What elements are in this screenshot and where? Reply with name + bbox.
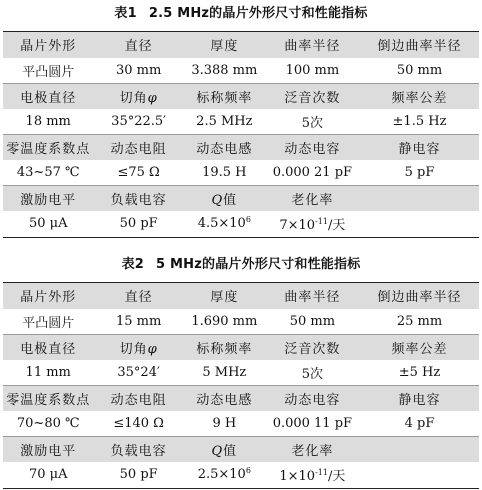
header-cell: 激励电平 [3,437,93,463]
value-cell: 70 μA [3,462,93,488]
header-cell: 曲率半径 [265,32,360,58]
value-cell: 35°24′ [93,360,183,386]
header-cell: Q值 [184,186,265,212]
header-row [3,134,479,160]
value-row [3,309,479,335]
header-cell: 动态电阻 [93,134,183,160]
value-cell: 30 mm [93,58,183,84]
header-cell: 曲率半径 [265,283,360,309]
header-cell: Q值 [184,437,265,463]
header-cell: 负载电容 [93,186,183,212]
value-cell: 18 mm [3,109,93,135]
header-cell: 频率公差 [360,83,479,109]
value-row [3,109,479,135]
header-cell: 晶片外形 [3,283,93,309]
value-cell: 5 pF [360,160,479,186]
header-cell: 动态电感 [184,134,265,160]
value-cell: 2.5 MHz [184,109,265,135]
header-row [3,83,479,109]
value-cell: 9 H [184,411,265,437]
value-cell: ±5 Hz [360,360,479,386]
header-cell: 厚度 [184,283,265,309]
header-cell: 老化率 [265,437,360,463]
value-cell: 0.000 21 pF [265,160,360,186]
header-cell: 动态电容 [265,385,360,411]
value-row [3,360,479,386]
table1-title: 2.5 MHz的晶片外形尺寸和性能指标 [148,6,368,21]
value-cell: $4.5\times 10^6$ [184,211,265,237]
value-cell: 5 MHz [184,360,265,386]
header-cell: 直径 [93,283,183,309]
header-cell: 直径 [93,32,183,58]
value-cell: 5次 [265,109,360,135]
value-row [3,411,479,437]
table1-grid [3,32,479,237]
header-cell: 动态电感 [184,385,265,411]
value-row [3,160,479,186]
header-cell: 切角φ [93,334,183,360]
value-cell: 50 pF [93,211,183,237]
table2-caption [0,255,482,275]
value-cell: $2.5\times 10^6$ [184,462,265,488]
header-cell: 泛音次数 [265,83,360,109]
header-cell: 切角φ [93,83,183,109]
header-cell: 标称频率 [184,83,265,109]
value-cell [360,462,479,488]
header-cell: 倒边曲率半径 [360,32,479,58]
value-cell [360,211,479,237]
value-cell: 19.5 H [184,160,265,186]
table2-title: 5 MHz的晶片外形尺寸和性能指标 [156,257,361,272]
header-cell: 倒边曲率半径 [360,283,479,309]
table2-number: 表2 [121,257,145,272]
value-cell: 5次 [265,360,360,386]
header-cell: 动态电容 [265,134,360,160]
header-row [3,334,479,360]
header-row [3,385,479,411]
value-cell: 100 mm [265,58,360,84]
value-cell: 4 pF [360,411,479,437]
value-cell: 平凸圆片 [3,309,93,335]
value-cell: 15 mm [93,309,183,335]
value-cell: 25 mm [360,309,479,335]
value-cell: 50 pF [93,462,183,488]
value-cell: ≤140 Ω [93,411,183,437]
header-cell: 标称频率 [184,334,265,360]
header-cell: 零温度系数点 [3,385,93,411]
value-row [3,462,479,488]
header-cell [360,437,479,463]
value-cell: 43~57 ℃ [3,160,93,186]
value-cell: 50 mm [360,58,479,84]
header-cell: 负载电容 [93,437,183,463]
value-cell: 50 mm [265,309,360,335]
header-cell: 老化率 [265,186,360,212]
table2 [3,282,479,489]
table2-grid [3,283,479,488]
value-cell: $7\times 10^{-11}/$天 [265,211,360,237]
header-cell: 晶片外形 [3,32,93,58]
header-cell: 激励电平 [3,186,93,212]
value-cell: 35°22.5′ [93,109,183,135]
value-cell: 11 mm [3,360,93,386]
value-cell: ≤75 Ω [93,160,183,186]
header-row [3,437,479,463]
header-cell: 静电容 [360,385,479,411]
header-cell: 动态电阻 [93,385,183,411]
header-row [3,283,479,309]
value-cell: 3.388 mm [184,58,265,84]
value-row [3,58,479,84]
value-cell: 0.000 11 pF [265,411,360,437]
header-cell: 零温度系数点 [3,134,93,160]
header-row [3,32,479,58]
header-cell: 静电容 [360,134,479,160]
value-cell: 50 μA [3,211,93,237]
header-cell: 泛音次数 [265,334,360,360]
table1 [3,31,479,238]
header-row [3,186,479,212]
value-cell: 1.690 mm [184,309,265,335]
value-row [3,211,479,237]
header-cell: 电极直径 [3,83,93,109]
header-cell: 电极直径 [3,334,93,360]
header-cell [360,186,479,212]
header-cell: 厚度 [184,32,265,58]
value-cell: $1\times 10^{-11}/$天 [265,462,360,488]
value-cell: 平凸圆片 [3,58,93,84]
header-cell: 频率公差 [360,334,479,360]
table1-caption [0,4,482,24]
table1-number: 表1 [114,6,137,21]
value-cell: 70~80 ℃ [3,411,93,437]
value-cell: ±1.5 Hz [360,109,479,135]
